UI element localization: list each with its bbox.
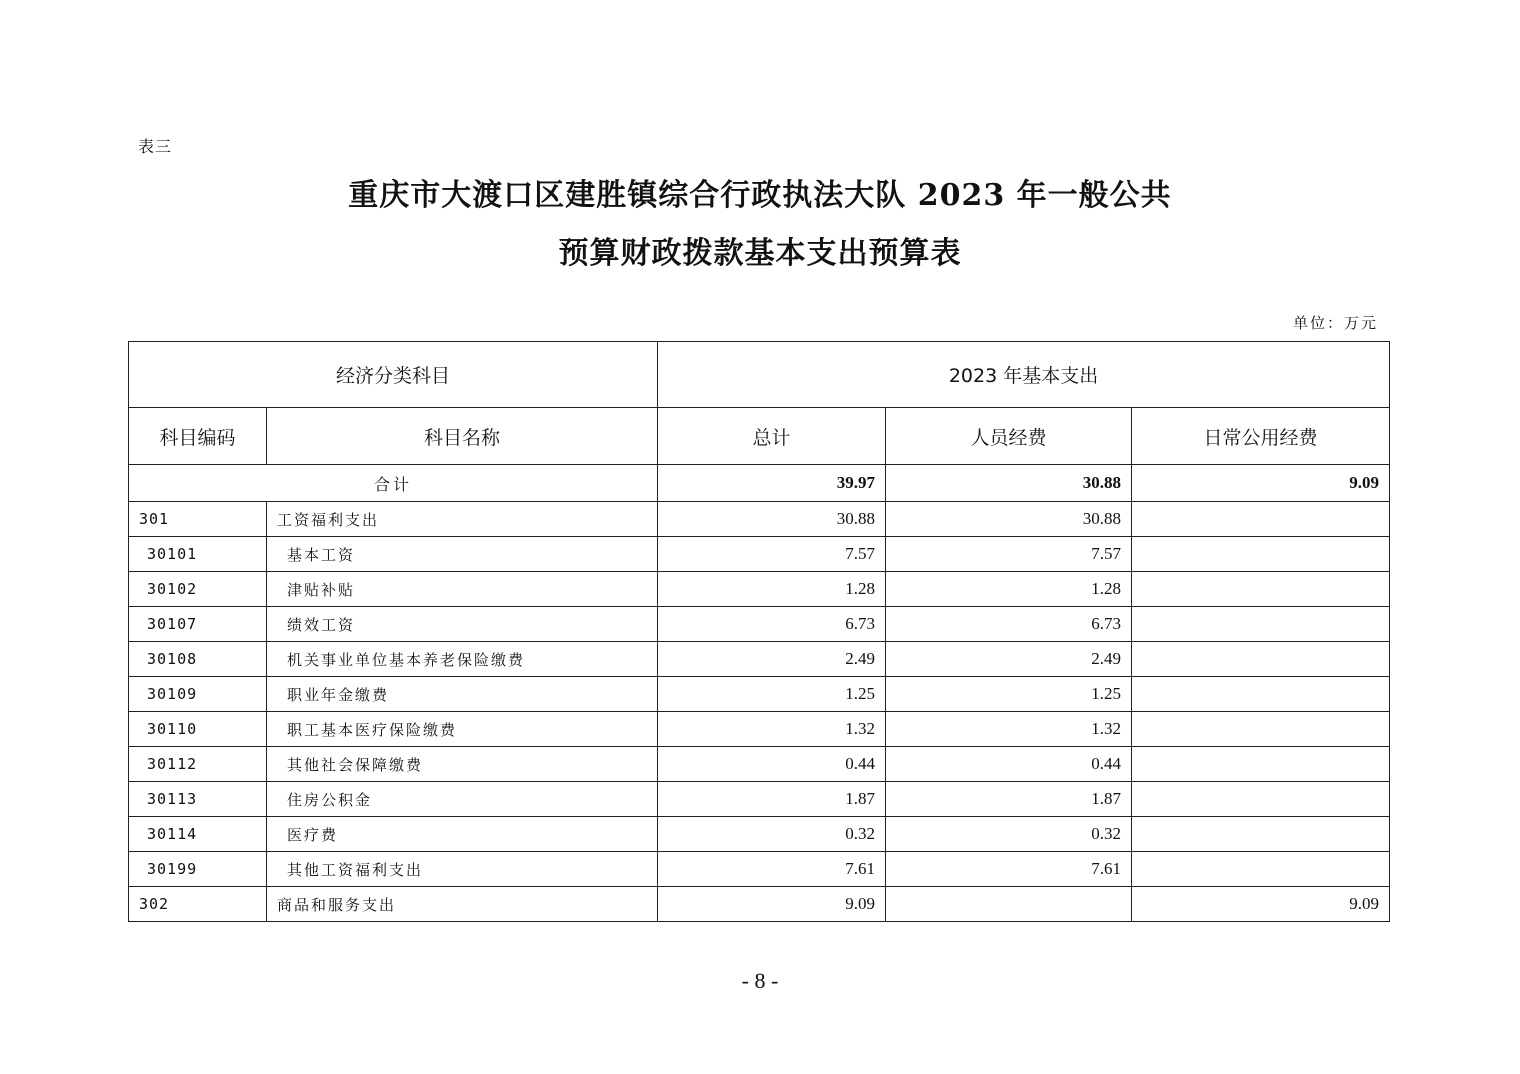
row-total: 7.57: [658, 537, 886, 572]
row-personnel: 6.73: [886, 607, 1132, 642]
row-public: [1132, 502, 1390, 537]
row-personnel: 7.61: [886, 852, 1132, 887]
page-number: - 8 -: [741, 968, 779, 993]
row-name: 绩效工资: [267, 607, 658, 642]
table-row: [129, 677, 1390, 712]
row-code: 302: [129, 887, 267, 922]
table-row: [129, 852, 1390, 887]
row-total: 0.32: [658, 817, 886, 852]
row-public: [1132, 642, 1390, 677]
row-personnel: 1.25: [886, 677, 1132, 712]
header-economic-category: 经济分类科目: [129, 342, 658, 408]
row-name: 商品和服务支出: [267, 887, 658, 922]
row-total: 1.25: [658, 677, 886, 712]
header-row-columns: [129, 408, 1390, 465]
page-title-line1: 重庆市大渡口区建胜镇综合行政执法大队 2023 年一般公共: [348, 178, 1172, 213]
row-code: 30114: [129, 817, 267, 852]
table-row: [129, 642, 1390, 677]
table-row: [129, 782, 1390, 817]
row-public: 9.09: [1132, 887, 1390, 922]
row-public: [1132, 712, 1390, 747]
row-personnel: 7.57: [886, 537, 1132, 572]
row-code: 301: [129, 502, 267, 537]
row-total: 0.44: [658, 747, 886, 782]
total-row: [129, 465, 1390, 502]
row-code: 30102: [129, 572, 267, 607]
row-personnel: 1.32: [886, 712, 1132, 747]
row-total: 1.28: [658, 572, 886, 607]
header-total: 总计: [658, 408, 886, 465]
unit-label: 单位：万元: [1292, 314, 1378, 332]
table-row: [129, 887, 1390, 922]
row-public: [1132, 537, 1390, 572]
row-personnel: 1.87: [886, 782, 1132, 817]
row-total: 2.49: [658, 642, 886, 677]
row-name: 基本工资: [267, 537, 658, 572]
total-label: 合计: [129, 465, 658, 502]
row-public: [1132, 782, 1390, 817]
row-name: 职工基本医疗保险缴费: [267, 712, 658, 747]
table-row: [129, 712, 1390, 747]
header-basic-expenditure: 2023 年基本支出: [658, 342, 1390, 408]
row-name: 工资福利支出: [267, 502, 658, 537]
row-code: 30107: [129, 607, 267, 642]
row-personnel: 2.49: [886, 642, 1132, 677]
row-code: 30109: [129, 677, 267, 712]
budget-table: [128, 341, 1390, 922]
row-personnel: 1.28: [886, 572, 1132, 607]
total-public: 9.09: [1132, 465, 1390, 502]
row-code: 30199: [129, 852, 267, 887]
table-row: [129, 572, 1390, 607]
row-personnel: 0.44: [886, 747, 1132, 782]
total-total: 39.97: [658, 465, 886, 502]
row-name: 其他社会保障缴费: [267, 747, 658, 782]
row-code: 30101: [129, 537, 267, 572]
row-total: 30.88: [658, 502, 886, 537]
table-label: 表三: [138, 137, 173, 156]
row-public: [1132, 607, 1390, 642]
row-total: 6.73: [658, 607, 886, 642]
row-public: [1132, 572, 1390, 607]
row-name: 医疗费: [267, 817, 658, 852]
row-personnel: 0.32: [886, 817, 1132, 852]
header-personnel: 人员经费: [886, 408, 1132, 465]
header-name: 科目名称: [267, 408, 658, 465]
row-public: [1132, 852, 1390, 887]
row-total: 1.87: [658, 782, 886, 817]
row-name: 津贴补贴: [267, 572, 658, 607]
total-personnel: 30.88: [886, 465, 1132, 502]
row-name: 职业年金缴费: [267, 677, 658, 712]
row-name: 其他工资福利支出: [267, 852, 658, 887]
table-row: [129, 537, 1390, 572]
row-code: 30112: [129, 747, 267, 782]
header-public: 日常公用经费: [1132, 408, 1390, 465]
row-name: 机关事业单位基本养老保险缴费: [267, 642, 658, 677]
row-code: 30108: [129, 642, 267, 677]
row-personnel: 30.88: [886, 502, 1132, 537]
row-total: 1.32: [658, 712, 886, 747]
row-public: [1132, 677, 1390, 712]
row-total: 7.61: [658, 852, 886, 887]
row-total: 9.09: [658, 887, 886, 922]
row-code: 30113: [129, 782, 267, 817]
row-personnel: [886, 887, 1132, 922]
row-code: 30110: [129, 712, 267, 747]
row-name: 住房公积金: [267, 782, 658, 817]
table-row: [129, 502, 1390, 537]
table-row: [129, 817, 1390, 852]
row-public: [1132, 817, 1390, 852]
page-title-line2: 预算财政拨款基本支出预算表: [558, 236, 962, 271]
row-public: [1132, 747, 1390, 782]
header-row-groups: [129, 342, 1390, 408]
table-row: [129, 747, 1390, 782]
header-code: 科目编码: [129, 408, 267, 465]
table-row: [129, 607, 1390, 642]
